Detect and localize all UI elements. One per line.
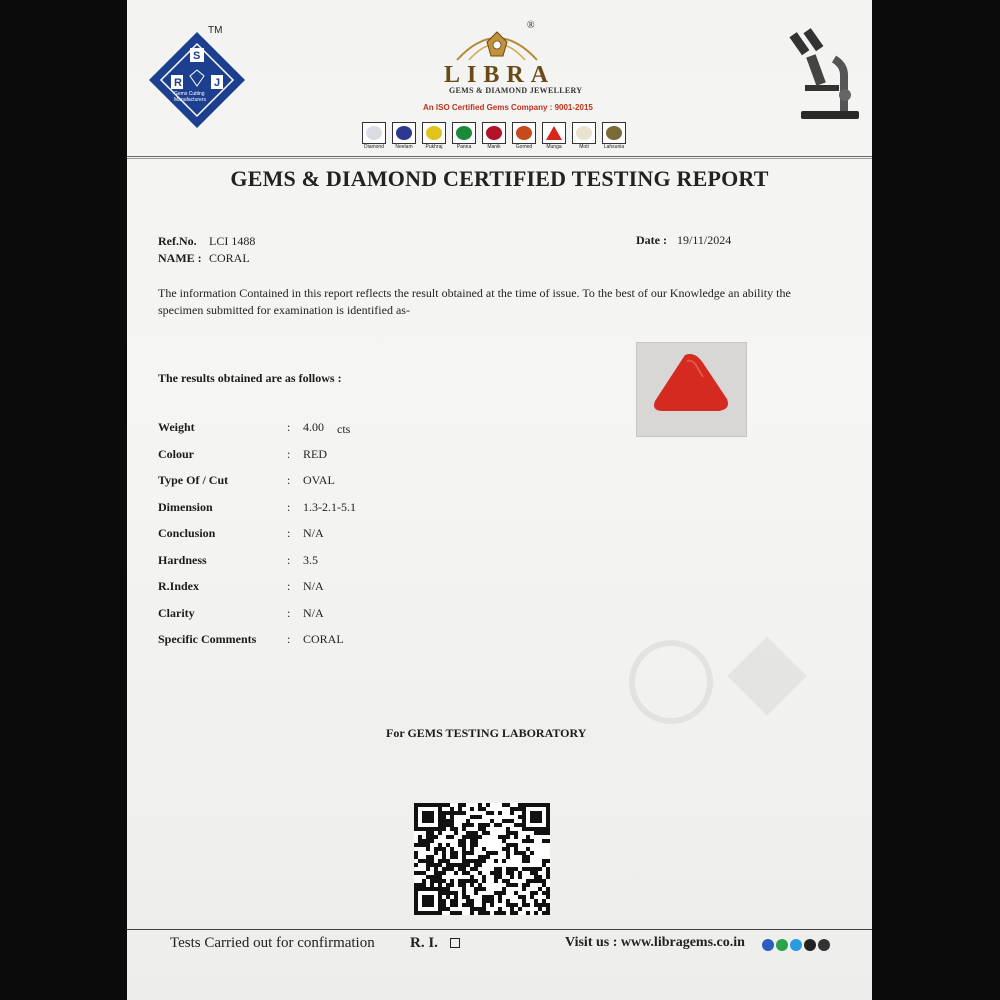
date-label: Date :: [636, 233, 667, 247]
gem-tile-panna: [452, 122, 476, 150]
reverse-watermark-circle: [629, 640, 713, 724]
gem-tile-neelam: [392, 122, 416, 150]
visit-text[interactable]: Visit us : www.libragems.co.in: [565, 935, 745, 950]
result-label: Specific Comments: [158, 632, 257, 646]
gem-tile-pukhraj: [422, 122, 446, 150]
gem-tile-manik: [482, 122, 506, 150]
result-colon: :: [287, 473, 291, 487]
gem-icon: [542, 122, 566, 144]
srj-caption: Gems Cutting Manufacturers: [174, 91, 206, 103]
gem-tile-munga: [542, 122, 566, 150]
gem-icon: [452, 122, 476, 144]
results-heading: The results obtained are as follows :: [158, 371, 342, 385]
gem-tile-diamond: [362, 122, 386, 150]
result-value: 3.5: [303, 552, 318, 567]
gem-label: Lahsunia: [603, 144, 625, 150]
result-label: Type Of / Cut: [158, 473, 229, 487]
social-icons: [762, 939, 852, 953]
result-value: CORAL: [303, 632, 344, 646]
gem-icon: [602, 122, 626, 144]
brand-subtitle: GEMS & DIAMOND JEWELLERY: [449, 86, 583, 95]
gem-icon: [512, 122, 536, 144]
result-label: Conclusion: [158, 526, 216, 540]
gem-label: Gomed: [515, 144, 533, 150]
youtube-icon[interactable]: [804, 939, 816, 951]
name-label: NAME :: [158, 251, 202, 265]
gem-label: Pukhraj: [425, 144, 443, 150]
srj-letter-s: S: [193, 50, 201, 62]
gem-label: Neelam: [395, 144, 413, 150]
name-value: CORAL: [209, 251, 250, 265]
gem-icon: [482, 122, 506, 144]
gem-strip: [362, 122, 642, 156]
result-colon: :: [287, 579, 291, 593]
results-table: [127, 420, 872, 660]
facebook-icon[interactable]: [762, 939, 774, 951]
result-value: RED: [303, 446, 327, 461]
result-value: OVAL: [303, 473, 335, 487]
result-label: Hardness: [158, 552, 207, 567]
microscope-icon: [789, 25, 869, 125]
report-title: GEMS & DIAMOND CERTIFIED TESTING REPORT: [230, 166, 769, 191]
gem-label: Panna: [456, 144, 472, 150]
lab-label: For GEMS TESTING LABORATORY: [386, 726, 587, 740]
result-colon: :: [287, 420, 291, 434]
gem-label: Diamond: [363, 144, 384, 150]
qr-code[interactable]: [414, 803, 550, 915]
twitter-icon[interactable]: [790, 939, 802, 951]
result-colon: :: [287, 526, 291, 540]
gem-tile-moti: [572, 122, 596, 150]
result-value: 1.3-2.1-5.1: [303, 499, 356, 514]
result-colon: :: [287, 605, 291, 620]
gem-icon: [572, 122, 596, 144]
gem-label: Munga: [546, 144, 562, 150]
srj-logo: [147, 30, 247, 130]
ri-text: R. I.: [410, 935, 438, 951]
header-divider-top: [127, 156, 872, 157]
certificate-page: [127, 0, 872, 1000]
result-colon: :: [287, 446, 291, 461]
gem-icon: [362, 122, 386, 144]
tests-text: Tests Carried out for confirmation: [170, 935, 375, 951]
ref-value: LCI 1488: [209, 234, 256, 248]
gem-icon: [422, 122, 446, 144]
result-label: Dimension: [158, 499, 213, 514]
registered-mark: ®: [527, 20, 535, 31]
whatsapp-icon[interactable]: [776, 939, 788, 951]
instagram-icon[interactable]: [818, 939, 830, 951]
trademark-mark: TM: [208, 25, 223, 36]
result-unit: cts: [337, 422, 351, 436]
srj-letter-j: J: [214, 77, 221, 89]
result-colon: :: [287, 499, 291, 514]
result-colon: :: [287, 632, 291, 646]
result-label: Colour: [158, 446, 194, 461]
ref-label: Ref.No.: [158, 234, 197, 248]
result-colon: :: [287, 552, 291, 567]
result-label: Clarity: [158, 605, 195, 620]
gem-tile-lahsunia: [602, 122, 626, 150]
gem-tile-gomed: [512, 122, 536, 150]
result-value: N/A: [303, 579, 324, 593]
date-value: 19/11/2024: [677, 233, 732, 247]
ri-checkbox[interactable]: [450, 938, 460, 948]
header-divider-bottom: [127, 158, 872, 159]
intro-paragraph: The information Contained in this report reflects the result obtained at the time of issue. To the best of our Knowledge an ability the specimen submitted for examination is identified as-: [158, 286, 791, 317]
iso-line: An ISO Certified Gems Company : 9001-2015: [423, 103, 593, 112]
result-value: N/A: [303, 605, 324, 620]
srj-letter-r: R: [174, 77, 182, 89]
gem-icon: [392, 122, 416, 144]
brand-name: LIBRA: [444, 62, 556, 88]
gem-label: Moti: [579, 144, 589, 150]
result-value: 4.00: [303, 420, 324, 434]
gem-label: Manik: [487, 144, 501, 150]
result-value: N/A: [303, 526, 324, 540]
result-label: Weight: [158, 420, 195, 434]
footer-divider: [127, 929, 872, 930]
result-label: R.Index: [158, 579, 200, 593]
